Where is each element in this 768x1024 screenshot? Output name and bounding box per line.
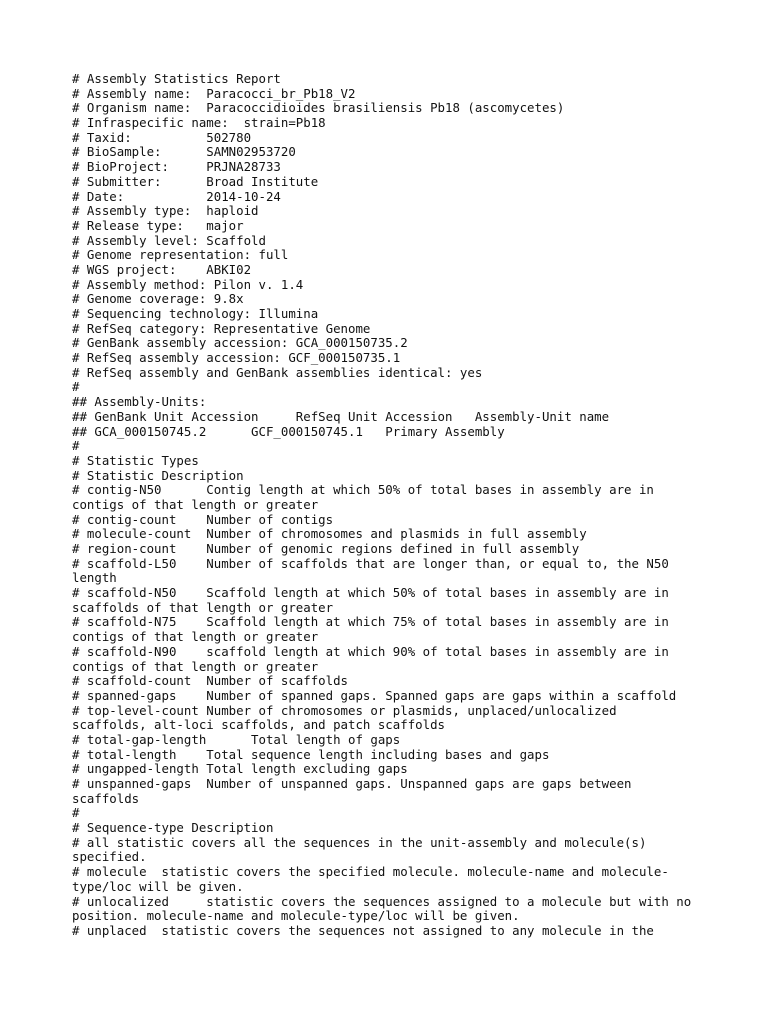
report-line: # contig-N50 Contig length at which 50% of total bases in assembly are in (72, 482, 654, 498)
report-line: # Release type: major (72, 217, 244, 233)
report-line: contigs of that length or greater (72, 629, 319, 645)
report-line: position. molecule-name and molecule-type/loc will be given. (72, 908, 520, 924)
report-line: # unlocalized statistic covers the sequences assigned to a molecule but with no (72, 893, 692, 909)
report-line: # WGS project: ABKI02 (72, 261, 252, 277)
report-line: # molecule-count Number of chromosomes and plasmids in full assembly (72, 526, 587, 542)
report-line: # (72, 379, 80, 395)
report-line: # molecule statistic covers the specified molecule. molecule-name and molecule- (72, 864, 669, 880)
report-line: # Statistic Types (72, 452, 199, 468)
report-line: # GenBank assembly accession: GCA_000150735.2 (72, 335, 408, 351)
report-line: # Statistic Description (72, 467, 244, 483)
report-line: # BioSample: SAMN02953720 (72, 144, 296, 160)
report-line: # spanned-gaps Number of spanned gaps. Spanned gaps are gaps within a scaffold (72, 687, 677, 703)
report-line: length (72, 570, 117, 586)
report-line: # (72, 805, 80, 821)
report-line: # scaffold-N75 Scaffold length at which 75% of total bases in assembly are in (72, 614, 669, 630)
report-line: contigs of that length or greater (72, 496, 319, 512)
report-line: scaffolds, alt-loci scaffolds, and patch scaffolds (72, 717, 445, 733)
report-line: # Assembly Statistics Report (72, 71, 281, 86)
report-line: # scaffold-count Number of scaffolds (72, 673, 349, 689)
report-line: contigs of that length or greater (72, 658, 319, 674)
report-line: ## GCA_000150745.2 GCF_000150745.1 Primary Assembly (72, 423, 505, 439)
report-line: # Genome representation: full (72, 247, 289, 263)
report-line: # all statistic covers all the sequences in the unit-assembly and molecule(s) (72, 834, 647, 850)
assembly-statistics-report (72, 72, 752, 939)
report-line: # unplaced statistic covers the sequences not assigned to any molecule in the (72, 922, 654, 938)
report-line: ## GenBank Unit Accession RefSeq Unit Accession Assembly-Unit name (72, 408, 610, 424)
report-line: # RefSeq assembly and GenBank assemblies identical: yes (72, 364, 483, 380)
report-line: # Submitter: Broad Institute (72, 173, 319, 189)
report-line: # Genome coverage: 9.8x (72, 291, 244, 307)
report-line: # Assembly level: Scaffold (72, 232, 266, 248)
report-line: # scaffold-L50 Number of scaffolds that are longer than, or equal to, the N50 (72, 555, 669, 571)
report-line: # top-level-count Number of chromosomes or plasmids, unplaced/unlocalized (72, 702, 617, 718)
report-line: # Taxid: 502780 (72, 129, 252, 145)
report-line: # scaffold-N50 Scaffold length at which 50% of total bases in assembly are in (72, 585, 669, 601)
report-line: # total-length Total sequence length including bases and gaps (72, 746, 550, 762)
report-line: # ungapped-length Total length excluding gaps (72, 761, 408, 777)
report-line: # total-gap-length Total length of gaps (72, 731, 401, 747)
report-line: scaffolds of that length or greater (72, 599, 334, 615)
report-line: # unspanned-gaps Number of unspanned gaps. Unspanned gaps are gaps between (72, 776, 632, 791)
report-line: # Assembly method: Pilon v. 1.4 (72, 276, 304, 292)
report-line: scaffolds (72, 790, 140, 806)
report-line: # Date: 2014-10-24 (72, 188, 281, 204)
report-line: # (72, 438, 80, 454)
report-line: type/loc will be given. (72, 878, 244, 894)
report-line: # Assembly type: haploid (72, 203, 259, 219)
report-line: # region-count Number of genomic regions defined in full assembly (72, 541, 580, 556)
report-line: # RefSeq category: Representative Genome (72, 320, 371, 336)
report-line: # Sequence-type Description (72, 820, 274, 836)
report-line: # RefSeq assembly accession: GCF_000150735.1 (72, 350, 401, 366)
report-line: # contig-count Number of contigs (72, 511, 334, 527)
report-line: # Infraspecific name: strain=Pb18 (72, 115, 326, 131)
report-line: # Organism name: Paracoccidioides brasiliensis Pb18 (ascomycetes) (72, 100, 565, 116)
report-line: # Assembly name: Paracocci_br_Pb18_V2 (72, 85, 356, 101)
report-line: specified. (72, 849, 147, 865)
report-line: ## Assembly-Units: (72, 394, 207, 410)
report-line: # Sequencing technology: Illumina (72, 306, 319, 321)
report-line: # scaffold-N90 scaffold length at which 90% of total bases in assembly are in (72, 643, 669, 659)
report-line: # BioProject: PRJNA28733 (72, 159, 281, 175)
